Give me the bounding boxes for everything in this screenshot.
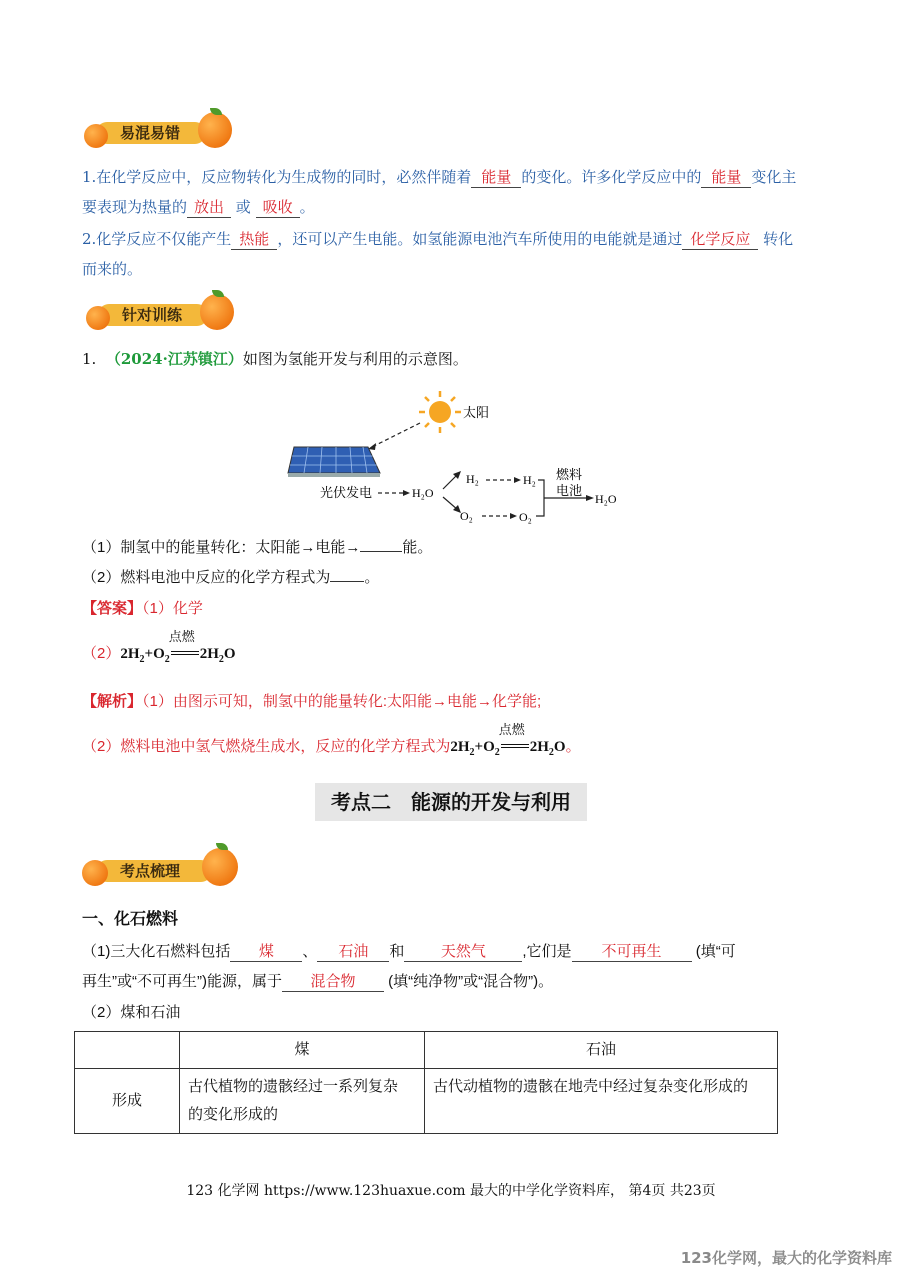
text: （2）燃料电池中氢气燃烧生成水，反应的化学方程式为: [82, 738, 451, 755]
o2-label-2: O₂: [519, 510, 532, 524]
badge-kaodian: [82, 848, 238, 884]
sub-question-2: [82, 566, 379, 587]
blank-answer: 热能: [231, 228, 277, 250]
watermark: 123化学网，最大的化学资料库: [680, 1249, 892, 1267]
fuel-label-2: 电池: [556, 483, 583, 498]
text: （2）: [82, 645, 121, 662]
blank-answer: 化学反应: [682, 228, 758, 250]
table-cell: [180, 1069, 425, 1134]
mistake-line-4: [82, 258, 142, 279]
text: 。: [299, 198, 315, 216]
blank-answer: 吸收: [256, 196, 300, 218]
text: 和: [389, 943, 405, 960]
question-stem: [82, 348, 468, 369]
badge-label: 考点梳理: [120, 862, 181, 880]
equation: $2H_2+O_2$ 点燃 $2H_2O$: [450, 739, 565, 755]
h2-label: H₂: [466, 472, 479, 486]
question-number: 1.: [82, 350, 97, 368]
text: 要表现为热量的: [82, 198, 188, 216]
text: (填“可: [695, 943, 736, 960]
sun-label: 太阳: [463, 405, 490, 420]
text: 能。: [402, 539, 433, 556]
answer-line-1: [82, 597, 203, 618]
orange-icon: [200, 294, 234, 330]
analysis-label: 【解析】: [82, 693, 143, 710]
orange-icon: [86, 306, 110, 330]
text: 。: [364, 569, 380, 586]
section-title: 考点二 能源的开发与利用: [315, 783, 587, 821]
text: 变化主: [751, 168, 797, 186]
orange-icon: [202, 848, 238, 886]
fuel-label-1: 燃料: [556, 467, 583, 482]
text: 2.化学反应不仅能产生: [82, 230, 232, 248]
table-header: 石油: [425, 1032, 778, 1069]
text: (填“纯净物”或“混合物”)。: [388, 973, 554, 990]
sun-icon: [419, 391, 461, 433]
analysis-line-1: [82, 690, 541, 711]
fossil-line-2: [82, 970, 553, 992]
solar-panel-icon: [288, 447, 380, 477]
blank-answer: 放出: [187, 196, 231, 218]
mistake-line-1: [82, 166, 796, 188]
product-label: H₂O: [595, 492, 617, 506]
text: 古代植物的遗骸经过一系列复杂: [188, 1078, 399, 1095]
text: 而来的。: [82, 260, 143, 278]
table-row: [75, 1069, 778, 1134]
blank-answer: 煤: [230, 940, 302, 962]
question-text: 如图为氢能开发与利用的示意图。: [242, 350, 468, 368]
row-label: 形成: [75, 1069, 180, 1134]
hydrogen-diagram: [280, 385, 630, 530]
text: ，还可以产生电能。如氢能源电池汽车所使用的电能就是通过: [277, 230, 683, 248]
badge-label: 易混易错: [120, 124, 181, 142]
page-footer: 123 化学网 https://www.123huaxue.com 最大的中学化学资料库， 第4页 共23页: [186, 1183, 716, 1199]
text: 或: [235, 198, 251, 216]
answer-line-2: [82, 629, 236, 665]
text: （1）由图示可知，制氢中的能量转化:太阳能→电能→化学能;: [142, 693, 542, 710]
text: 1.在化学反应中，反应物转化为生成物的同时，必然伴随着: [82, 168, 472, 186]
question-source: （2024·江苏镇江）: [105, 350, 243, 368]
text: 再生”或“不可再生”)能源，属于: [82, 973, 282, 990]
analysis-line-2: [82, 722, 581, 758]
text: （1）化学: [142, 600, 203, 617]
pv-label: 光伏发电: [320, 485, 373, 500]
badge-label: 针对训练: [122, 306, 183, 324]
text: 的变化形成的: [188, 1106, 279, 1123]
orange-icon: [198, 112, 232, 148]
blank: [360, 551, 402, 552]
text: （2）燃料电池中反应的化学方程式为: [82, 569, 331, 586]
equation: $2H_2+O_2$ 点燃 $2H_2O$: [120, 646, 235, 662]
table-cell: 古代动植物的遗骸在地壳中经过复杂变化形成的: [425, 1069, 778, 1134]
badge-yihun: [82, 112, 232, 148]
text: ,它们是: [522, 943, 572, 960]
orange-icon: [82, 860, 108, 886]
blank-answer: 能量: [471, 166, 521, 188]
table-header: [75, 1032, 180, 1069]
water-label: H₂O: [412, 486, 434, 500]
fossil-heading: 一、化石燃料: [82, 909, 179, 928]
text: 转化: [763, 230, 794, 248]
blank-answer: 能量: [701, 166, 751, 188]
text: 的变化。许多化学反应中的: [521, 168, 702, 186]
condition: 点燃: [498, 722, 525, 737]
sub-question-1: [82, 536, 432, 557]
mistake-line-2: [82, 196, 315, 218]
mistake-line-3: [82, 228, 793, 250]
text: （1)三大化石燃料包括: [82, 943, 231, 960]
o2-label: O₂: [460, 509, 473, 523]
fossil-line-1: [82, 940, 736, 962]
text: （1）制氢中的能量转化：太阳能→电能→: [82, 539, 361, 556]
blank-answer: 混合物: [282, 970, 384, 992]
answer-label: 【答案】: [82, 600, 143, 617]
coal-oil-table: [74, 1031, 778, 1134]
condition: 点燃: [168, 629, 195, 644]
blank-answer: 天然气: [404, 940, 522, 962]
blank-answer: 不可再生: [572, 940, 692, 962]
badge-zhendui: [84, 294, 234, 330]
orange-icon: [84, 124, 108, 148]
table-header: 煤: [180, 1032, 425, 1069]
text: 、: [302, 943, 318, 960]
fossil-sub-2: （2）煤和石油: [82, 1004, 181, 1021]
table-header-row: [75, 1032, 778, 1069]
h2-label-2: H₂: [523, 473, 536, 487]
blank: [330, 581, 364, 582]
text: 。: [565, 738, 581, 755]
blank-answer: 石油: [317, 940, 389, 962]
